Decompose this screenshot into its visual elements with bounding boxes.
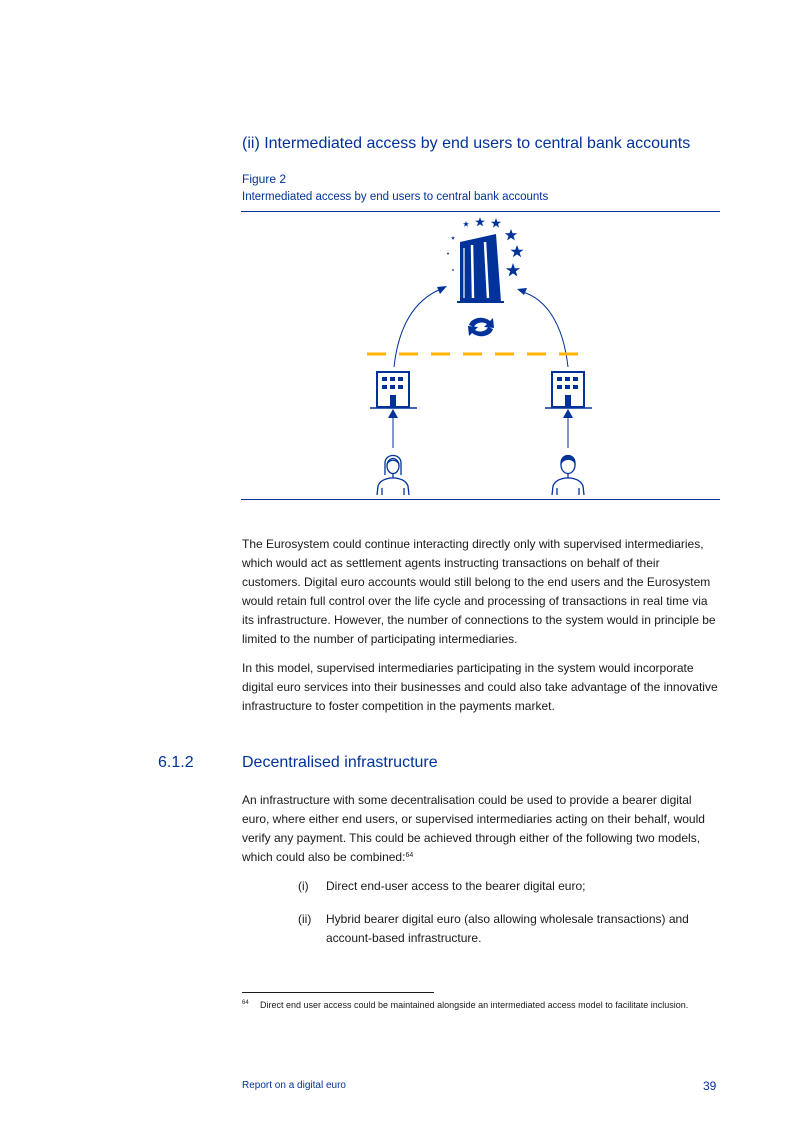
arrowhead	[437, 286, 447, 294]
footer-report-title: Report on a digital euro	[242, 1080, 346, 1091]
list-item-marker: (i)	[298, 879, 309, 893]
arrowhead	[388, 409, 398, 418]
end-user-man-icon	[552, 456, 584, 496]
exchange-arrows-icon	[468, 318, 494, 336]
arrowhead	[517, 288, 527, 295]
central-bank-building-icon	[457, 234, 504, 302]
intermediary-bank-icon-left	[370, 372, 417, 408]
footnote-separator	[242, 992, 434, 993]
section-paragraph	[242, 791, 720, 867]
star	[447, 252, 450, 255]
footnote-text: Direct end user access could be maintained alongside an intermediated access model to facilitate inclusion.	[260, 1000, 689, 1010]
footnote-reference[interactable]: 64	[405, 852, 414, 859]
page-number: 39	[703, 1079, 717, 1093]
star	[451, 236, 455, 240]
list-item-marker: (ii)	[298, 912, 312, 926]
arrowhead	[563, 409, 573, 418]
star	[475, 217, 485, 226]
star	[510, 245, 523, 257]
star	[452, 269, 454, 271]
arrow-right-intermediary-to-cb	[523, 292, 568, 367]
figure-diagram	[241, 212, 720, 500]
section-number: 6.1.2	[158, 754, 194, 771]
end-user-woman-icon	[377, 456, 409, 496]
section-title: Decentralised infrastructure	[242, 754, 438, 771]
list-item-text: Direct end-user access to the bearer digital euro;	[326, 879, 586, 893]
subsection-title: (ii) Intermediated access by end users to central bank accounts	[242, 135, 691, 152]
figure-bottom-rule	[241, 499, 720, 500]
star	[506, 263, 520, 277]
star	[463, 221, 469, 227]
figure-title: Intermediated access by end users to central bank accounts	[242, 191, 549, 203]
footnote-number: 64	[242, 1000, 249, 1006]
body-paragraph-2: In this model, supervised intermediaries participating in the system would incorporate digital euro services into their businesses and could also take advantage of the innovative infrastructure to foster competition in the payments market.	[242, 661, 718, 713]
list-item-text: Hybrid bearer digital euro (also allowing wholesale transactions) and account-based infrastructure.	[326, 912, 689, 945]
figure-label: Figure 2	[242, 172, 287, 186]
star	[505, 229, 517, 240]
star	[491, 218, 501, 228]
section-paragraph-text: An infrastructure with some decentralisation could be used to provide a bearer digital euro, where either end users, or supervised intermediaries acting on their behalf, would verify any payment. This could be achieved through either of the following two models, which could also be combined:	[242, 793, 705, 864]
body-paragraph-1: The Eurosystem could continue interacting directly only with supervised intermediaries, which would act as settlement agents instructing transactions on behalf of their customers. Digital euro accounts would still belong to the end users and the Eurosystem would retain full control over the life cycle and processing of transactions in real time via its infrastructure. However, the number of connections to the system would in principle be limited to the number of participating intermediaries.	[242, 537, 716, 646]
intermediary-bank-icon-right	[545, 372, 592, 408]
